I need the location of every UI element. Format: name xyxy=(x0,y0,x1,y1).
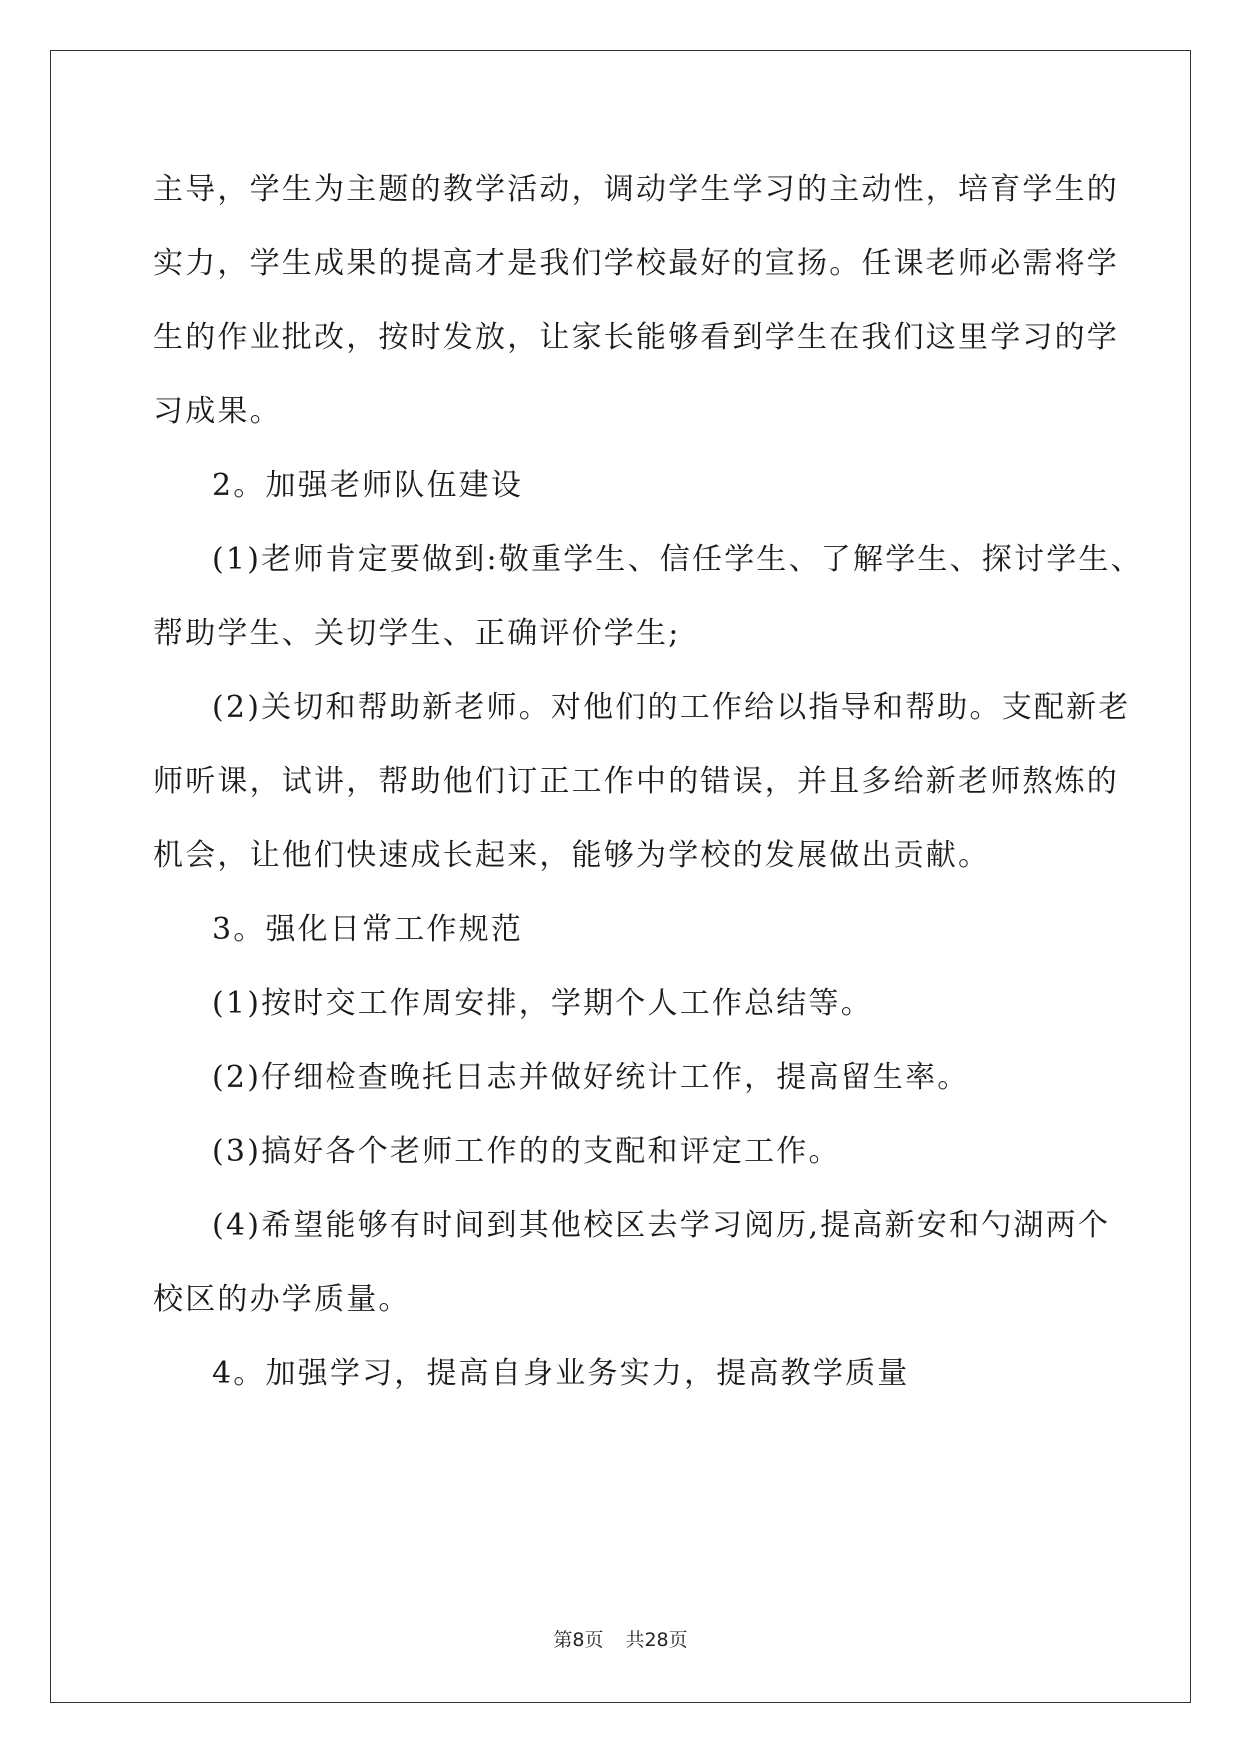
body-line: 机会，让他们快速成长起来，能够为学校的发展做出贡献。 xyxy=(153,838,991,873)
page-number: 第8页 xyxy=(553,1629,604,1651)
page-footer xyxy=(0,1628,1241,1652)
body-line: (3)搞好各个老师工作的的支配和评定工作。 xyxy=(212,1134,841,1169)
body-line: (2)仔细检查晚托日志并做好统计工作，提高留生率。 xyxy=(212,1060,970,1095)
body-line: 师听课，试讲，帮助他们订正工作中的错误，并且多给新老师熬炼的 xyxy=(153,764,1119,799)
body-line: 习成果。 xyxy=(153,394,282,429)
page-total: 共28页 xyxy=(625,1629,688,1651)
body-line: (4)希望能够有时间到其他校区去学习阅历,提高新安和勺湖两个 xyxy=(212,1208,1111,1243)
body-line: 校区的办学质量。 xyxy=(153,1282,411,1317)
body-line: 实力，学生成果的提高才是我们学校最好的宣扬。任课老师必需将学 xyxy=(153,246,1119,281)
body-line: 生的作业批改，按时发放，让家长能够看到学生在我们这里学习的学 xyxy=(153,320,1119,355)
body-line: 主导，学生为主题的教学活动，调动学生学习的主动性，培育学生的 xyxy=(153,172,1119,207)
body-line: (1)按时交工作周安排，学期个人工作总结等。 xyxy=(212,986,873,1021)
body-line: (1)老师肯定要做到:敬重学生、信任学生、了解学生、探讨学生、 xyxy=(212,542,1143,577)
section-heading: 4。加强学习，提高自身业务实力，提高教学质量 xyxy=(212,1356,910,1391)
body-line: (2)关切和帮助新老师。对他们的工作给以指导和帮助。支配新老 xyxy=(212,690,1131,725)
section-heading: 3。强化日常工作规范 xyxy=(212,912,524,947)
page-border xyxy=(50,50,1191,1703)
body-line: 帮助学生、关切学生、正确评价学生; xyxy=(153,616,681,651)
section-heading: 2。加强老师队伍建设 xyxy=(212,468,524,503)
